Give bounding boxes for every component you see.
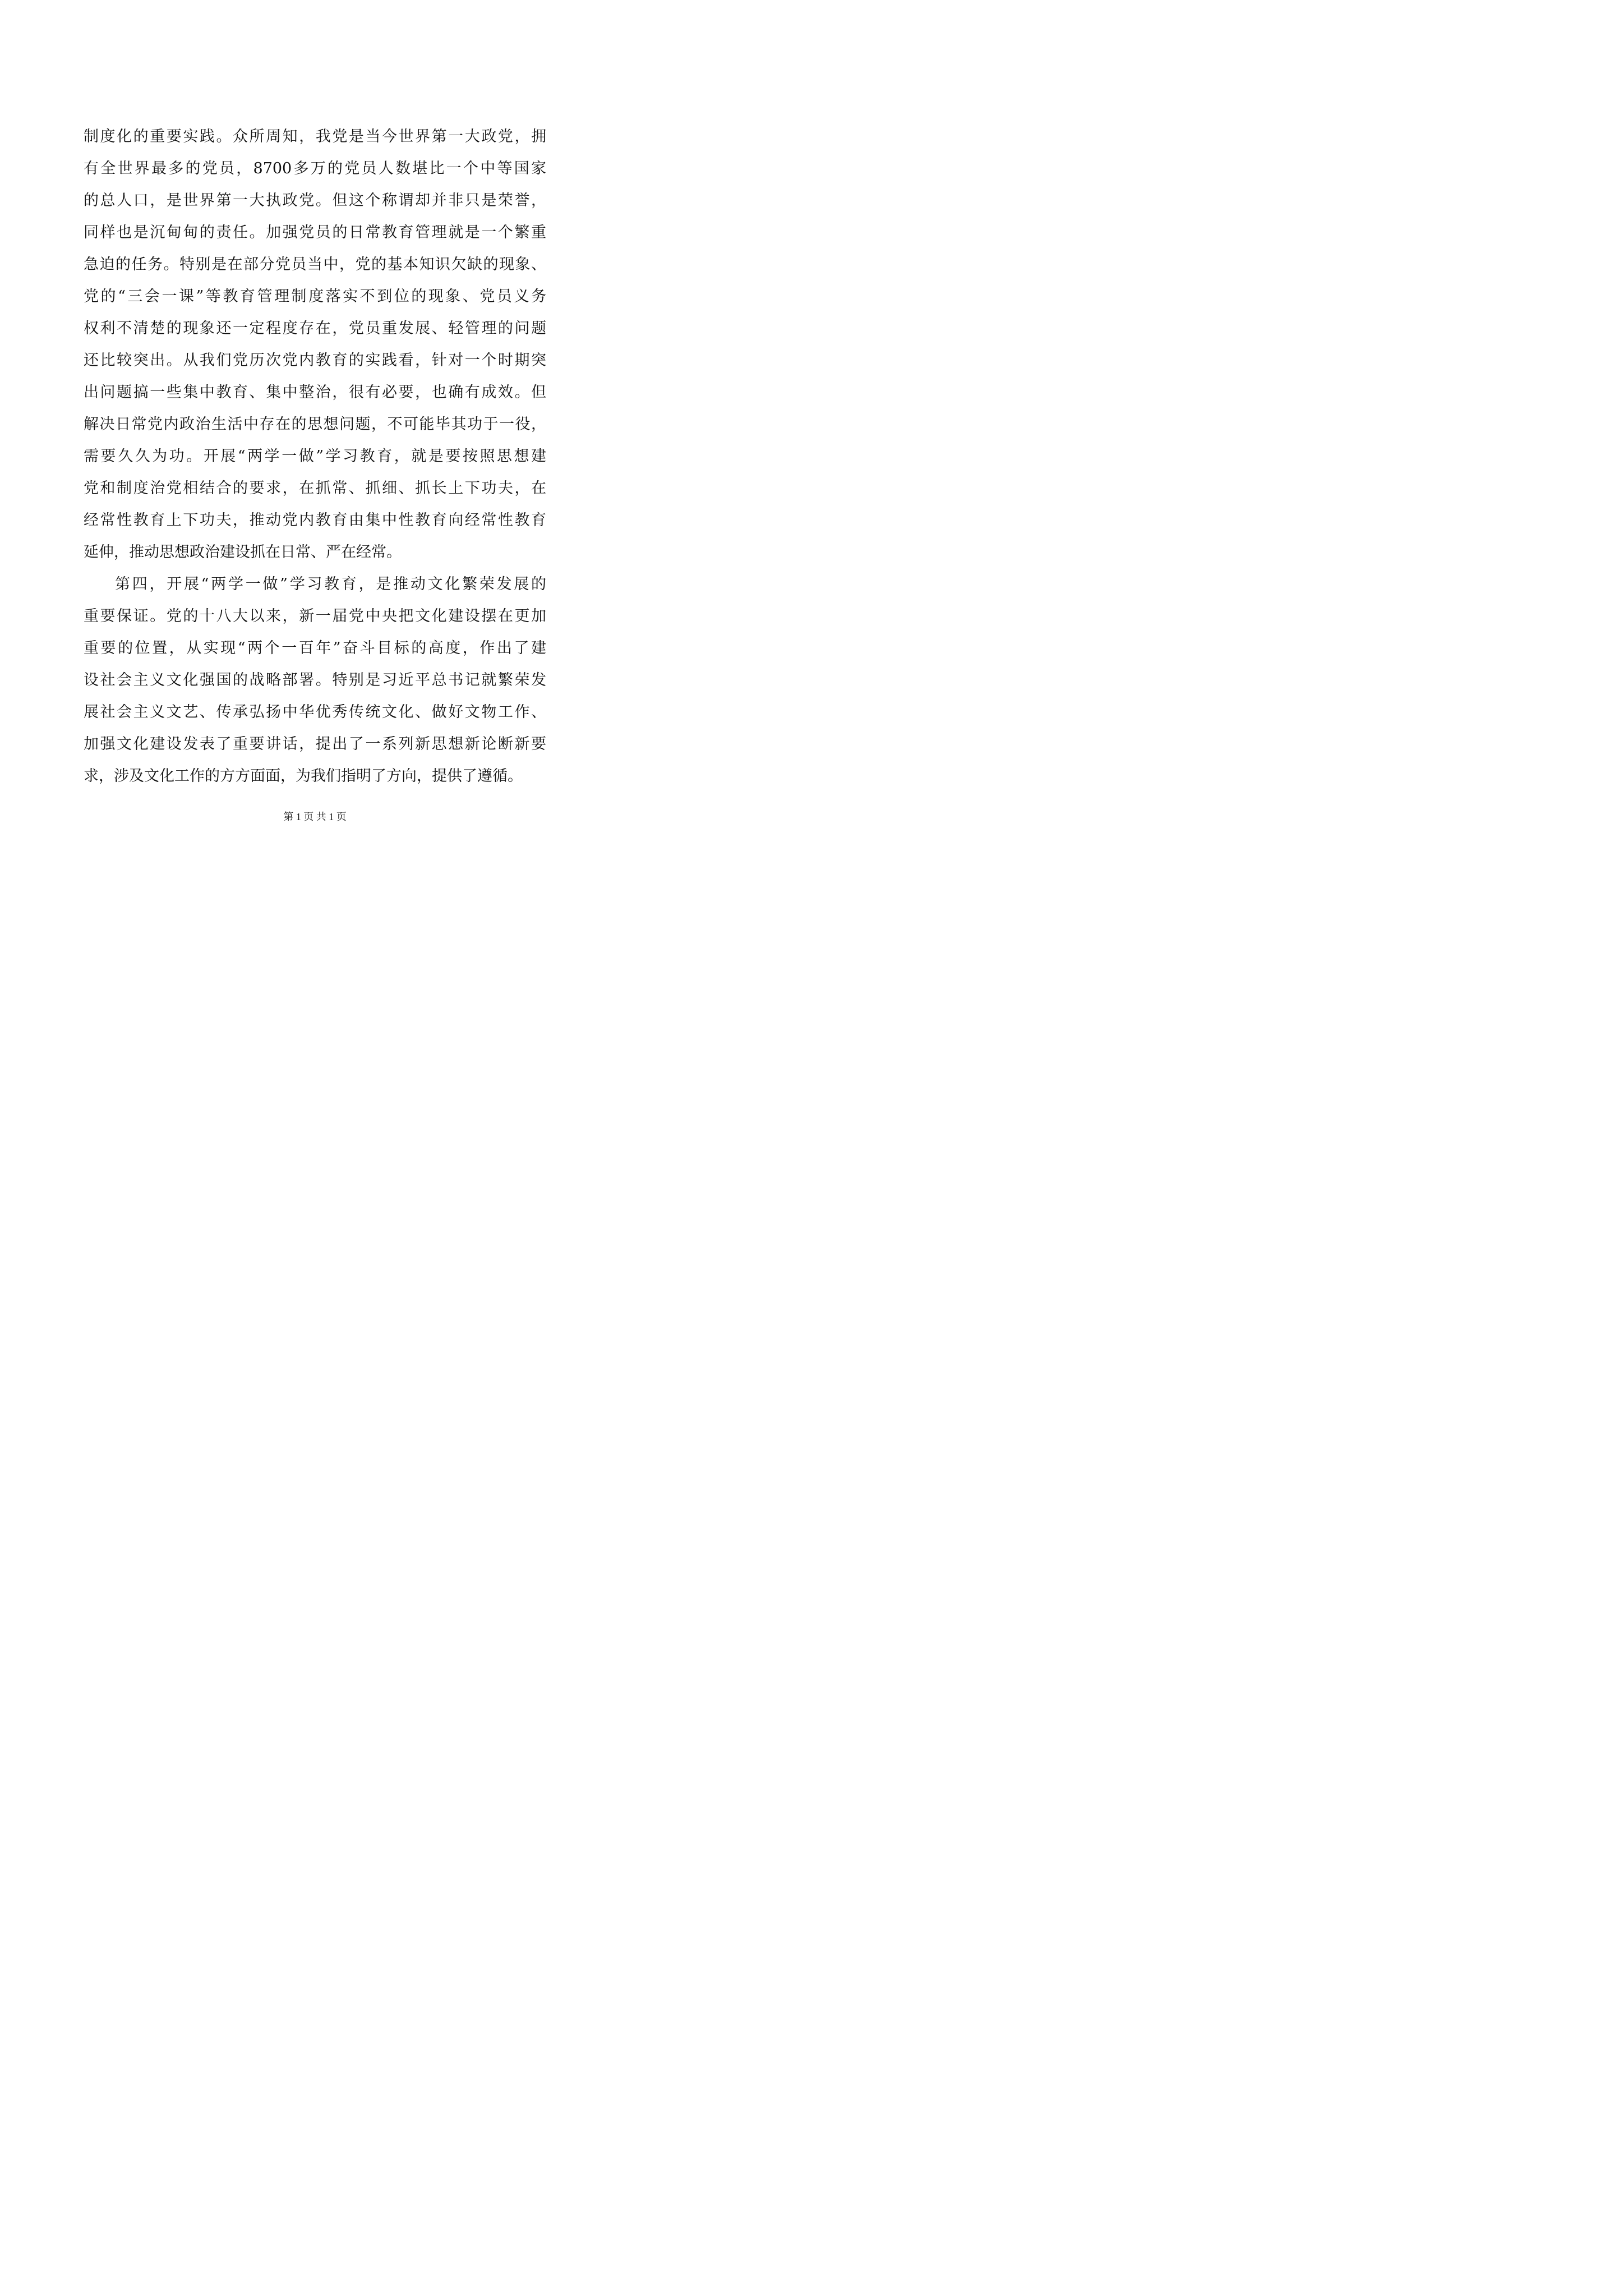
text-line: 第四，开展“两学一做”学习教育，是推动文化繁荣发展的 [115,576,546,593]
text-line: 的总人口，是世界第一大执政党。但这个称谓却并非只是荣誉， [84,192,546,209]
text-line: 延伸，推动思想政治建设抓在日常、严在经常。 [84,544,402,561]
paragraph [84,568,546,792]
text-line: 加强文化建设发表了重要讲话，提出了一系列新思想新论断新要 [84,735,546,753]
text-line: 出问题搞一些集中教育、集中整治，很有必要，也确有成效。但 [84,384,546,401]
paragraph [84,121,546,568]
text-line: 重要保证。党的十八大以来，新一届党中央把文化建设摆在更加 [84,608,546,625]
text-line: 党的“三会一课”等教育管理制度落实不到位的现象、党员义务 [84,288,546,305]
text-line: 有全世界最多的党员，8700多万的党员人数堪比一个中等国家 [84,160,546,177]
text-line: 制度化的重要实践。众所周知，我党是当今世界第一大政党，拥 [84,128,546,145]
text-line: 设社会主义文化强国的战略部署。特别是习近平总书记就繁荣发 [84,671,546,689]
text-line: 解决日常党内政治生活中存在的思想问题，不可能毕其功于一役， [84,416,546,433]
text-line: 重要的位置，从实现“两个一百年”奋斗目标的高度，作出了建 [84,639,546,657]
text-line: 展社会主义文艺、传承弘扬中华优秀传统文化、做好文物工作、 [84,703,546,721]
text-line: 求，涉及文化工作的方方面面，为我们指明了方向，提供了遵循。 [84,767,523,785]
text-line: 需要久久为功。开展“两学一做”学习教育，就是要按照思想建 [84,448,546,465]
page-footer: 第 1 页 共 1 页 [283,811,347,822]
text-line: 同样也是沉甸甸的责任。加强党员的日常教育管理就是一个繁重 [84,224,546,241]
text-line: 还比较突出。从我们党历次党内教育的实践看，针对一个时期突 [84,352,546,369]
text-line: 权利不清楚的现象还一定程度存在，党员重发展、轻管理的问题 [84,320,546,337]
document-page [0,0,630,890]
text-line: 急迫的任务。特别是在部分党员当中，党的基本知识欠缺的现象、 [84,256,546,273]
text-line: 党和制度治党相结合的要求，在抓常、抓细、抓长上下功夫，在 [84,480,546,497]
document-body [84,121,546,792]
text-line: 经常性教育上下功夫，推动党内教育由集中性教育向经常性教育 [84,512,546,529]
